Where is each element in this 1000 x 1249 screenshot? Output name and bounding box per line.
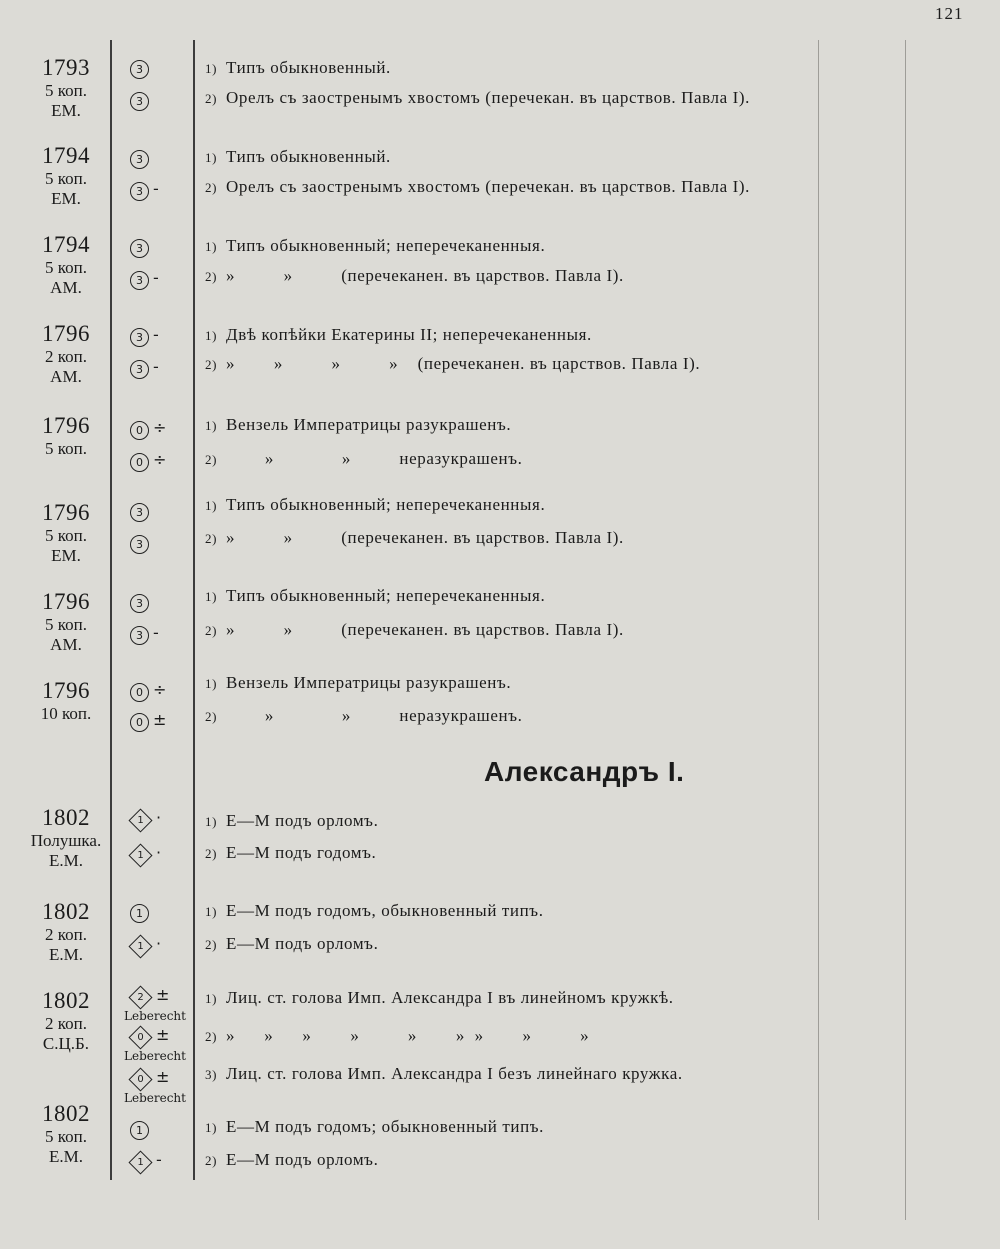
- denomination: 5 коп.: [45, 1127, 87, 1147]
- rarity-diamond-icon: 1: [128, 1150, 152, 1174]
- year-block: [20, 232, 112, 298]
- year: 1794: [42, 232, 90, 257]
- variant-line: [205, 354, 700, 374]
- variant-text: Типъ обыкновенный.: [226, 147, 391, 166]
- rarity-mark: [120, 1118, 190, 1144]
- denomination: 5 коп.: [45, 615, 87, 635]
- rarity-diamond-icon: 0: [128, 1067, 152, 1091]
- variant-line: [205, 934, 378, 954]
- mint-mark: ЕМ.: [51, 188, 81, 208]
- variant-number: 1): [205, 150, 218, 165]
- rarity-mark: [120, 591, 190, 617]
- variant-number: 1): [205, 589, 218, 604]
- rarity-suffix: -: [153, 325, 159, 344]
- rarity-mark: [120, 268, 190, 294]
- rarity-mark: [120, 179, 190, 205]
- variant-line: [205, 147, 391, 167]
- denomination: 10 коп.: [40, 704, 92, 724]
- year-block: [20, 988, 112, 1054]
- denomination: 5 коп.: [45, 526, 87, 546]
- rarity-mark: [120, 500, 190, 526]
- variant-text: Е—М подъ годомъ.: [226, 843, 377, 862]
- rarity-circle-icon: 3: [130, 182, 149, 201]
- rarity-mark: [120, 236, 190, 262]
- rarity-suffix: -: [153, 623, 159, 642]
- engraver-name: Leberecht: [124, 1091, 186, 1105]
- year: 1796: [42, 589, 90, 614]
- variant-number: 1): [205, 904, 218, 919]
- variant-line: [205, 236, 545, 256]
- rarity-mark: [120, 808, 190, 834]
- rarity-suffix: ±: [156, 985, 170, 1004]
- variant-line: [205, 901, 544, 921]
- rarity-circle-icon: 3: [130, 535, 149, 554]
- variant-text: Вензель Императрицы разукрашенъ.: [226, 415, 512, 434]
- rarity-circle-icon: 3: [130, 626, 149, 645]
- rarity-diamond-icon: 2: [128, 985, 152, 1009]
- rarity-circle-icon: 3: [130, 92, 149, 111]
- variant-number: 2): [205, 1153, 218, 1168]
- variant-number: 1): [205, 328, 218, 343]
- denomination: 5 коп.: [45, 439, 87, 459]
- variant-line: [205, 325, 592, 345]
- denomination: 2 коп.: [45, 1014, 87, 1034]
- rarity-mark: [120, 710, 190, 736]
- variant-text: » » неразукрашенъ.: [226, 706, 523, 725]
- rarity-mark: [120, 89, 190, 115]
- variant-line: [205, 266, 624, 286]
- rarity-suffix: -: [153, 357, 159, 376]
- variant-number: 1): [205, 676, 218, 691]
- variant-text: Е—М подъ годомъ, обыкновенный типъ.: [226, 901, 544, 920]
- variant-number: 2): [205, 623, 218, 638]
- rarity-mark: [120, 1150, 190, 1176]
- rarity-circle-icon: 0: [130, 713, 149, 732]
- rarity-mark: [120, 843, 190, 869]
- rarity-suffix: ·: [156, 843, 162, 862]
- variant-text: » » неразукрашенъ.: [226, 449, 523, 468]
- variant-number: 1): [205, 991, 218, 1006]
- variant-line: [205, 495, 545, 515]
- page-number: 121: [935, 4, 964, 23]
- rarity-circle-icon: 0: [130, 453, 149, 472]
- variant-line: [205, 1150, 378, 1170]
- rarity-circle-icon: 3: [130, 360, 149, 379]
- rarity-circle-icon: 3: [130, 594, 149, 613]
- variant-line: [205, 988, 674, 1008]
- denomination: 5 коп.: [45, 169, 87, 189]
- year: 1793: [42, 55, 90, 80]
- rarity-mark: [120, 147, 190, 173]
- bleed-rule: [818, 40, 819, 1220]
- variant-number: 2): [205, 452, 218, 467]
- variant-number: 1): [205, 814, 218, 829]
- variant-text: » » » » (перечеканен. въ царствов. Павла I).: [226, 354, 701, 373]
- variant-number: 2): [205, 269, 218, 284]
- engraver-name: Leberecht: [124, 1009, 186, 1023]
- variant-text: Лиц. ст. голова Имп. Александра I безъ линейнаго кружка.: [226, 1064, 683, 1083]
- variant-line: [205, 1117, 544, 1137]
- rarity-mark: [120, 532, 190, 558]
- denomination: 2 коп.: [45, 347, 87, 367]
- rarity-mark: [120, 57, 190, 83]
- variant-line: [205, 88, 750, 108]
- rarity-mark: [120, 450, 190, 476]
- variant-line: [205, 706, 522, 726]
- year-block: [20, 500, 112, 566]
- variant-number: 2): [205, 846, 218, 861]
- variant-number: 2): [205, 1029, 218, 1044]
- rarity-mark: [120, 901, 190, 927]
- mint-mark: Е.М.: [49, 944, 83, 964]
- rarity-mark: [120, 934, 190, 960]
- rarity-suffix: -: [153, 179, 159, 198]
- year-block: [20, 143, 112, 209]
- rarity-circle-icon: 3: [130, 328, 149, 347]
- variant-number: 1): [205, 61, 218, 76]
- mint-mark: ЕМ.: [51, 545, 81, 565]
- bleed-rule: [905, 40, 906, 1220]
- variant-line: [205, 811, 378, 831]
- rarity-mark: [120, 623, 190, 649]
- variant-number: 3): [205, 1067, 218, 1082]
- variant-text: Лиц. ст. голова Имп. Александра I въ линейномъ кружкѣ.: [226, 988, 674, 1007]
- variant-line: [205, 58, 391, 78]
- section-heading: Александръ I.: [484, 756, 685, 787]
- variant-text: » » (перечеканен. въ царствов. Павла I).: [226, 528, 624, 547]
- year-block: [20, 589, 112, 655]
- rarity-circle-icon: 0: [130, 683, 149, 702]
- rarity-diamond-icon: 1: [128, 843, 152, 867]
- year: 1802: [42, 1101, 90, 1126]
- rarity-mark: [120, 357, 190, 383]
- variant-line: [205, 1064, 683, 1084]
- variant-number: 2): [205, 937, 218, 952]
- rarity-suffix: ·: [156, 808, 162, 827]
- variant-number: 1): [205, 1120, 218, 1135]
- rarity-suffix: ÷: [153, 680, 167, 699]
- variant-line: [205, 843, 376, 863]
- variant-line: [205, 620, 624, 640]
- variant-number: 2): [205, 709, 218, 724]
- year-block: [20, 413, 112, 459]
- variant-number: 1): [205, 239, 218, 254]
- denomination: Полушка.: [30, 831, 102, 851]
- column-rule-right: [193, 40, 195, 1180]
- variant-text: Е—М подъ орломъ.: [226, 934, 379, 953]
- year-block: [20, 678, 112, 724]
- variant-text: Е—М подъ орломъ.: [226, 1150, 379, 1169]
- mint-mark: АМ.: [50, 277, 82, 297]
- variant-text: Типъ обыкновенный.: [226, 58, 391, 77]
- variant-text: Двѣ копѣйки Екатерины II; неперечеканенныя.: [226, 325, 592, 344]
- rarity-circle-icon: 3: [130, 271, 149, 290]
- rarity-circle-icon: 3: [130, 503, 149, 522]
- denomination: 2 коп.: [45, 925, 87, 945]
- variant-line: [205, 415, 511, 435]
- rarity-mark: [120, 1025, 190, 1051]
- year-block: [20, 899, 112, 965]
- variant-text: Типъ обыкновенный; неперечеканенныя.: [226, 236, 546, 255]
- variant-text: Е—М подъ годомъ; обыкновенный типъ.: [226, 1117, 545, 1136]
- year: 1802: [42, 805, 90, 830]
- mint-mark: АМ.: [50, 366, 82, 386]
- variant-number: 1): [205, 498, 218, 513]
- variant-number: 2): [205, 531, 218, 546]
- variant-line: [205, 1026, 589, 1046]
- year-block: [20, 1101, 112, 1167]
- rarity-circle-icon: 1: [130, 1121, 149, 1140]
- variant-text: » » (перечеканен. въ царствов. Павла I).: [226, 620, 624, 639]
- rarity-mark: [120, 985, 190, 1011]
- year: 1796: [42, 678, 90, 703]
- variant-text: Вензель Императрицы разукрашенъ.: [226, 673, 512, 692]
- year: 1796: [42, 321, 90, 346]
- variant-number: 2): [205, 180, 218, 195]
- rarity-circle-icon: 1: [130, 904, 149, 923]
- variant-line: [205, 586, 545, 606]
- rarity-suffix: ±: [156, 1025, 170, 1044]
- rarity-suffix: ÷: [153, 450, 167, 469]
- rarity-circle-icon: 0: [130, 421, 149, 440]
- year-block: [20, 55, 112, 121]
- variant-text: Типъ обыкновенный; неперечеканенныя.: [226, 495, 546, 514]
- mint-mark: Е.М.: [49, 1146, 83, 1166]
- rarity-circle-icon: 3: [130, 150, 149, 169]
- year: 1794: [42, 143, 90, 168]
- variant-line: [205, 528, 624, 548]
- rarity-diamond-icon: 0: [128, 1025, 152, 1049]
- rarity-circle-icon: 3: [130, 60, 149, 79]
- year: 1796: [42, 413, 90, 438]
- rarity-circle-icon: 3: [130, 239, 149, 258]
- mint-mark: Е.М.: [49, 850, 83, 870]
- variant-line: [205, 673, 511, 693]
- variant-text: » » (перечеканен. въ царствов. Павла I).: [226, 266, 624, 285]
- denomination: 5 коп.: [45, 258, 87, 278]
- rarity-diamond-icon: 1: [128, 934, 152, 958]
- variant-number: 1): [205, 418, 218, 433]
- rarity-suffix: ±: [153, 710, 167, 729]
- rarity-diamond-icon: 1: [128, 808, 152, 832]
- rarity-suffix: ÷: [153, 418, 167, 437]
- rarity-mark: [120, 325, 190, 351]
- rarity-suffix: -: [153, 268, 159, 287]
- rarity-mark: [120, 1067, 190, 1093]
- engraver-name: Leberecht: [124, 1049, 186, 1063]
- rarity-mark: [120, 680, 190, 706]
- variant-text: Типъ обыкновенный; неперечеканенныя.: [226, 586, 546, 605]
- denomination: 5 коп.: [45, 81, 87, 101]
- year: 1796: [42, 500, 90, 525]
- year: 1802: [42, 899, 90, 924]
- year-block: [20, 805, 112, 871]
- mint-mark: АМ.: [50, 634, 82, 654]
- year-block: [20, 321, 112, 387]
- variant-line: [205, 449, 522, 469]
- rarity-suffix: -: [156, 1150, 162, 1169]
- rarity-suffix: ±: [156, 1067, 170, 1086]
- year: 1802: [42, 988, 90, 1013]
- variant-text: Орелъ съ заостренымъ хвостомъ (перечекан. въ царствов. Павла I).: [226, 177, 750, 196]
- rarity-mark: [120, 418, 190, 444]
- mint-mark: ЕМ.: [51, 100, 81, 120]
- rarity-suffix: ·: [156, 934, 162, 953]
- variant-line: [205, 177, 750, 197]
- variant-text: » » » » » » » » »: [226, 1026, 590, 1045]
- variant-text: Е—М подъ орломъ.: [226, 811, 379, 830]
- variant-number: 2): [205, 91, 218, 106]
- variant-number: 2): [205, 357, 218, 372]
- variant-text: Орелъ съ заостренымъ хвостомъ (перечекан. въ царствов. Павла I).: [226, 88, 750, 107]
- mint-mark: С.Ц.Б.: [42, 1033, 90, 1053]
